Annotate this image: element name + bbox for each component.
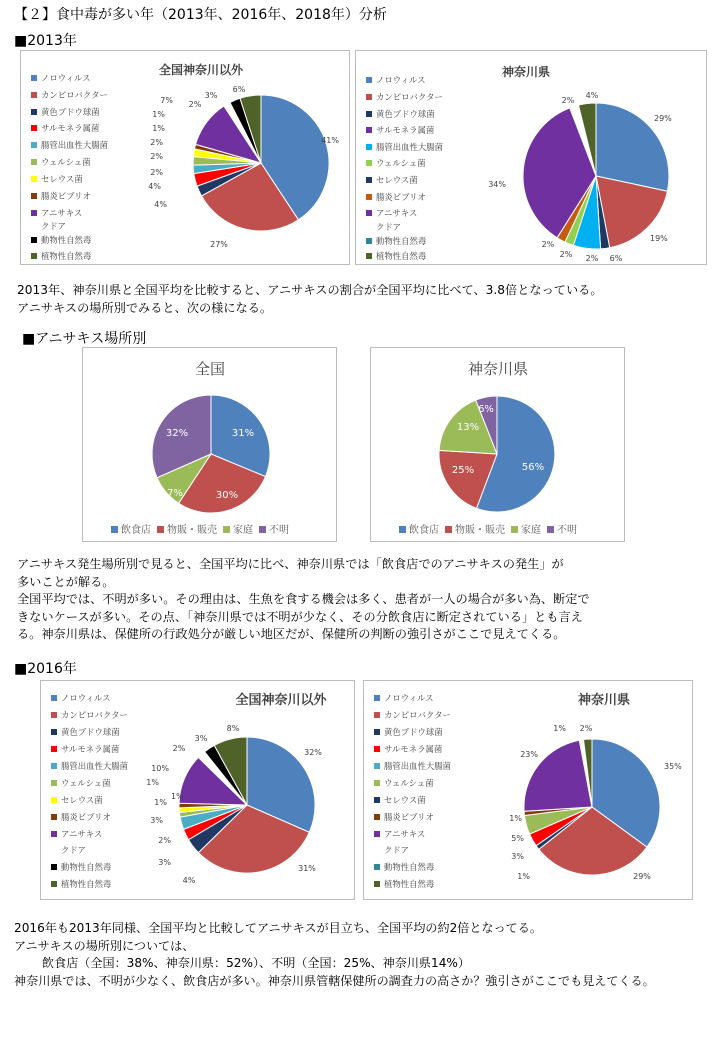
legend-item-campy: カンピロバクター <box>374 710 451 720</box>
legend-item-ehec: 腸管出血性大腸菌 <box>31 140 108 150</box>
pie-2013-national <box>21 51 351 266</box>
legend-anisakis-kanagawa: 飲食店 物販・販売 家庭 不明 <box>393 521 577 536</box>
pie-label: 2% <box>541 240 555 249</box>
pie-label: 2% <box>158 836 171 845</box>
page-title: 【２】食中毒が多い年（2013年、2016年、2018年）分析 <box>14 7 387 23</box>
pie-label: 3% <box>511 852 524 861</box>
pie-2013-kanagawa <box>356 51 708 266</box>
pie-label: 32% <box>304 748 322 757</box>
section-anisakis-heading: ■アニサキス場所別 <box>22 331 147 347</box>
legend-item-ehec: 腸管出血性大腸菌 <box>51 761 128 771</box>
legend-item-plant: 植物性自然毒 <box>366 251 426 261</box>
pie-label: 29% <box>654 114 672 123</box>
legend-item-kudoa: クドア <box>61 845 86 855</box>
legend-item-campy: カンピロバクター <box>51 710 128 720</box>
paragraph-anisakis: アニサキス発生場所別で見ると、全国平均に比べ、神奈川県では「飲食店でのアニサキスの発生」が 多いことが解る。 全国平均では、不明が多い。その理由は、生魚を食する機会は多く、患者が一人の場合が多い為、断定で きないケースが多い。その点、「神奈川県では不明が少なく、その分飲食店に断定されている」とも言え る。神奈川県は、保健所の行政処分が厳しい地区だが、保健所の判断の強引さがここで見えてくる。 <box>17 557 590 641</box>
legend-item-vibrio: 腸炎ビブリオ <box>51 812 111 822</box>
pie-label: 4% <box>154 200 167 209</box>
legend-item-welch: ウェルシュ菌 <box>51 778 111 788</box>
pie-label: 31% <box>298 864 316 873</box>
legend-item-salmonella: サルモネラ属菌 <box>31 123 99 133</box>
pie-anisakis-national <box>83 348 338 543</box>
legend-item-vibrio: 腸炎ビブリオ <box>366 192 426 202</box>
legend-anisakis-national: 飲食店 物販・販売 家庭 不明 <box>105 521 289 536</box>
pie-label: 1% <box>146 778 159 787</box>
pie-label: 41% <box>321 136 339 145</box>
pie-label: 3% <box>204 91 218 100</box>
legend-item-vibrio: 腸炎ビブリオ <box>31 191 91 201</box>
pie-label: 1% <box>509 814 522 823</box>
chart-2013-national <box>20 50 350 265</box>
legend-item-noro: ノロウィルス <box>31 73 91 83</box>
legend-item-cereus: セレウス菌 <box>31 174 83 184</box>
pie-label: 23% <box>520 750 538 759</box>
legend-item-noro: ノロウィルス <box>51 693 111 703</box>
pie-label: 2% <box>150 138 163 147</box>
legend-item-campy: カンピロバクター <box>366 92 443 102</box>
pie-label: 3% <box>194 734 208 743</box>
pie-label: 6% <box>478 404 494 415</box>
legend-item-noro: ノロウィルス <box>366 75 426 85</box>
legend-item-ehec: 腸管出血性大腸菌 <box>374 761 451 771</box>
chart-title: 全国神奈川以外 <box>235 693 327 708</box>
legend-item-yellow-grape: 黄色ブドウ球菌 <box>366 109 435 119</box>
pie-label: 4% <box>148 182 161 191</box>
chart-2013-kanagawa <box>355 50 707 265</box>
pie-label: 3% <box>150 816 163 825</box>
pie-2016-kanagawa <box>364 681 694 901</box>
legend-item-noro: ノロウィルス <box>374 693 434 703</box>
pie-label: 7% <box>160 96 173 105</box>
legend-item-kudoa: クドア <box>41 221 66 231</box>
legend-item-animal: 動物性自然毒 <box>366 236 426 246</box>
pie-label: 35% <box>664 762 682 771</box>
legend-item-animal: 動物性自然毒 <box>51 862 111 872</box>
legend-item-salmonella: サルモネラ属菌 <box>374 744 442 754</box>
legend-item-vibrio: 腸炎ビブリオ <box>374 812 434 822</box>
pie-label: 2% <box>150 168 163 177</box>
chart-anisakis-national <box>82 347 337 542</box>
pie-label: 56% <box>521 462 545 473</box>
pie-label: 1% <box>171 792 184 801</box>
legend-item-welch: ウェルシュ菌 <box>366 158 426 168</box>
paragraph-2013: 2013年、神奈川県と全国平均を比較すると、アニサキスの割合が全国平均に比べて、3.8倍となっている。 アニサキスの場所別でみると、次の様になる。 <box>17 283 603 315</box>
chart-title: 全国神奈川以外 <box>158 63 243 77</box>
legend-item-campy: カンピロバクター <box>31 90 108 100</box>
legend-item-plant: 植物性自然毒 <box>31 251 91 261</box>
pie-label: 2% <box>188 100 202 109</box>
pie-label: 1% <box>152 124 165 133</box>
chart-2016-national <box>40 680 355 900</box>
legend-item-plant: 植物性自然毒 <box>51 879 111 889</box>
pie-label: 1% <box>553 724 566 733</box>
pie-label: 2% <box>559 250 573 259</box>
pie-label: 34% <box>488 180 506 189</box>
pie-label: 6% <box>609 254 623 263</box>
pie-label: 1% <box>154 798 167 807</box>
legend-item-animal: 動物性自然毒 <box>374 862 434 872</box>
pie-label: 27% <box>210 240 228 249</box>
chart-2016-kanagawa <box>363 680 693 900</box>
chart-anisakis-kanagawa <box>370 347 625 542</box>
paragraph-2016: 2016年も2013年同様、全国平均と比較してアニサキスが目立ち、全国平均の約2倍となってる。 アニサキスの場所別については、 飲食店（全国：38%、神奈川県：52%）、不明（全国：25%、神奈川県14%） 神奈川県では、不明が少なく、飲食店が多い。神奈川県管轄保健所の調査力の高さか？強引さがここでも見えてくる。 <box>14 921 655 988</box>
pie-label: 1% <box>517 872 530 881</box>
legend-item-animal: 動物性自然毒 <box>31 235 91 245</box>
legend-item-kudoa: クドア <box>376 222 401 232</box>
pie-label: 1% <box>152 110 165 119</box>
pie-label: 19% <box>650 234 668 243</box>
pie-label: 2% <box>585 254 599 263</box>
pie-label: 13% <box>456 422 480 433</box>
pie-anisakis-kanagawa <box>371 348 626 543</box>
legend-item-cereus: セレウス菌 <box>51 795 103 805</box>
pie-label: 2% <box>579 724 593 733</box>
legend-item-welch: ウェルシュ菌 <box>31 157 91 167</box>
pie-label: 10% <box>151 764 169 773</box>
chart-title: 神奈川県 <box>501 65 550 79</box>
chart-title: 全国 <box>194 360 225 378</box>
legend-item-ehec: 腸管出血性大腸菌 <box>366 142 443 152</box>
chart-title: 神奈川県 <box>467 360 528 378</box>
pie-label: 31% <box>231 428 255 439</box>
pie-label: 2% <box>172 744 186 753</box>
pie-label: 6% <box>232 85 246 94</box>
legend-item-anisakis: アニサキス <box>374 829 425 839</box>
section-2016-heading: ■2016年 <box>14 661 77 677</box>
pie-label: 4% <box>182 876 196 885</box>
pie-label: 3% <box>158 858 171 867</box>
legend-item-plant: 植物性自然毒 <box>374 879 434 889</box>
legend-item-anisakis: アニサキス <box>31 208 82 218</box>
legend-item-kudoa: クドア <box>384 845 409 855</box>
pie-label: 4% <box>585 91 599 100</box>
legend-item-anisakis: アニサキス <box>51 829 102 839</box>
legend-item-cereus: セレウス菌 <box>366 175 418 185</box>
legend-item-welch: ウェルシュ菌 <box>374 778 434 788</box>
legend-item-salmonella: サルモネラ属菌 <box>366 125 434 135</box>
legend-item-cereus: セレウス菌 <box>374 795 426 805</box>
pie-label: 5% <box>511 834 524 843</box>
pie-label: 2% <box>561 96 575 105</box>
legend-item-anisakis: アニサキス <box>366 208 417 218</box>
pie-label: 30% <box>215 490 239 501</box>
pie-label: 2% <box>150 152 163 161</box>
pie-label: 32% <box>165 428 189 439</box>
legend-item-yellow-grape: 黄色ブドウ球菌 <box>374 727 443 737</box>
pie-label: 25% <box>451 465 475 476</box>
legend-item-yellow-grape: 黄色ブドウ球菌 <box>51 727 120 737</box>
pie-2016-national <box>41 681 356 901</box>
pie-label: 8% <box>226 724 240 733</box>
legend-item-salmonella: サルモネラ属菌 <box>51 744 119 754</box>
pie-label: 7% <box>167 488 183 499</box>
pie-label: 29% <box>633 872 651 881</box>
legend-item-yellow-grape: 黄色ブドウ球菌 <box>31 107 100 117</box>
chart-title: 神奈川県 <box>577 693 630 708</box>
section-2013-heading: ■2013年 <box>14 33 77 49</box>
